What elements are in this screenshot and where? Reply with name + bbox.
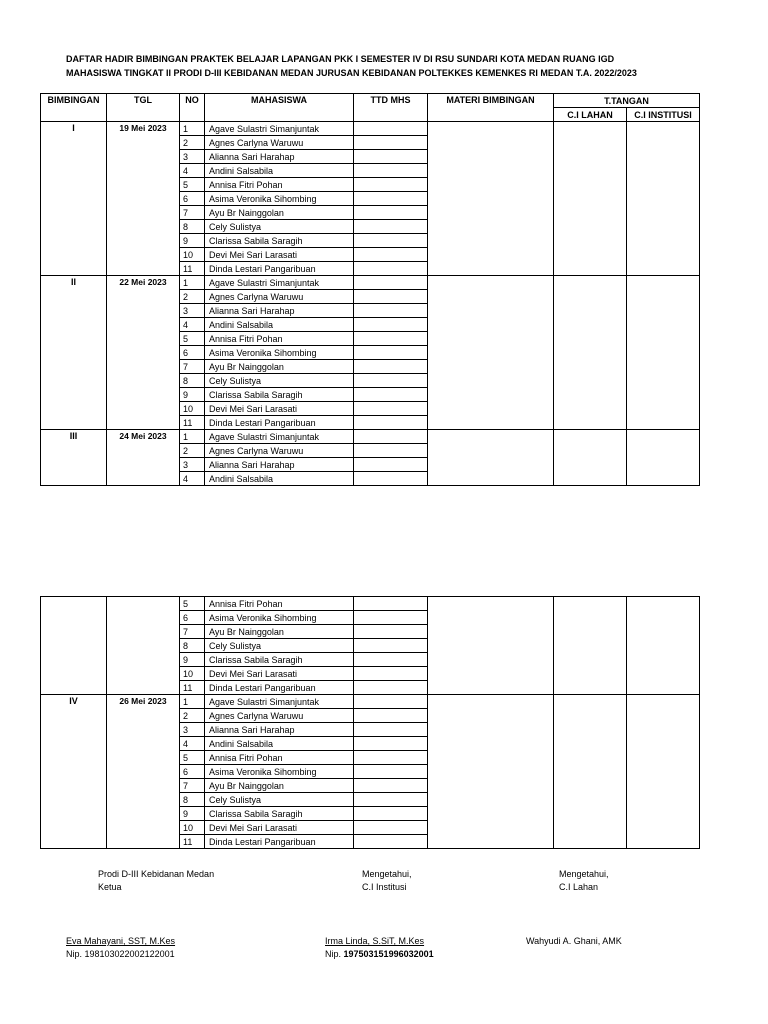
ttd-cell xyxy=(354,835,428,849)
ci-institusi-cell xyxy=(627,695,700,849)
signature-lahan-heading: Mengetahui, C.I Lahan xyxy=(559,869,609,892)
ttd-cell xyxy=(354,136,428,150)
ttd-cell xyxy=(354,709,428,723)
row-number: 4 xyxy=(180,472,205,486)
session-label: IV xyxy=(41,695,107,849)
ttd-cell xyxy=(354,458,428,472)
row-number: 6 xyxy=(180,192,205,206)
ci-institusi-cell xyxy=(627,597,700,695)
student-name: Agave Sulastri Simanjuntak xyxy=(205,695,354,709)
student-name: Devi Mei Sari Larasati xyxy=(205,248,354,262)
student-name: Ayu Br Nainggolan xyxy=(205,625,354,639)
session-label: II xyxy=(41,276,107,430)
ttd-cell xyxy=(354,793,428,807)
row-number: 7 xyxy=(180,360,205,374)
row-number: 2 xyxy=(180,136,205,150)
session-date: 24 Mei 2023 xyxy=(107,430,180,486)
ttd-cell xyxy=(354,192,428,206)
row-number: 9 xyxy=(180,807,205,821)
session-date xyxy=(107,597,180,695)
student-name: Cely Sulistya xyxy=(205,220,354,234)
ttd-cell xyxy=(354,597,428,611)
student-name: Asima Veronika Sihombing xyxy=(205,611,354,625)
session-label: III xyxy=(41,430,107,486)
session-date: 19 Mei 2023 xyxy=(107,122,180,276)
ttd-cell xyxy=(354,681,428,695)
signature-prodi-block xyxy=(66,935,175,961)
student-name: Agave Sulastri Simanjuntak xyxy=(205,430,354,444)
student-name: Andini Salsabila xyxy=(205,318,354,332)
ttd-cell xyxy=(354,360,428,374)
signature-prodi-name: Eva Mahayani, SST, M.Kes xyxy=(66,936,176,946)
ttd-cell xyxy=(354,374,428,388)
student-name: Ayu Br Nainggolan xyxy=(205,779,354,793)
ttd-cell xyxy=(354,821,428,835)
student-name: Andini Salsabila xyxy=(205,472,354,486)
student-name: Clarissa Sabila Saragih xyxy=(205,234,354,248)
student-name: Devi Mei Sari Larasati xyxy=(205,667,354,681)
row-number: 2 xyxy=(180,444,205,458)
student-name: Clarissa Sabila Saragih xyxy=(205,653,354,667)
ttd-cell xyxy=(354,150,428,164)
student-name: Asima Veronika Sihombing xyxy=(205,765,354,779)
ttd-cell xyxy=(354,332,428,346)
signature-institusi-block xyxy=(325,935,434,961)
ttd-cell xyxy=(354,388,428,402)
ttd-cell xyxy=(354,206,428,220)
row-number: 7 xyxy=(180,625,205,639)
student-name: Andini Salsabila xyxy=(205,737,354,751)
student-name: Ayu Br Nainggolan xyxy=(205,360,354,374)
student-name: Agnes Carlyna Waruwu xyxy=(205,709,354,723)
ttd-cell xyxy=(354,122,428,136)
student-name: Agave Sulastri Simanjuntak xyxy=(205,122,354,136)
row-number: 4 xyxy=(180,737,205,751)
ttd-cell xyxy=(354,444,428,458)
ci-institusi-cell xyxy=(627,122,700,276)
student-name: Devi Mei Sari Larasati xyxy=(205,402,354,416)
col-ttangan: T.TANGAN xyxy=(554,94,700,108)
ttd-cell xyxy=(354,402,428,416)
attendance-table-page-2 xyxy=(40,596,700,849)
session-label: I xyxy=(41,122,107,276)
ttd-cell xyxy=(354,625,428,639)
student-name: Dinda Lestari Pangaribuan xyxy=(205,681,354,695)
ci-institusi-cell xyxy=(627,276,700,430)
document-title-line-2: MAHASISWA TINGKAT II PRODI D-III KEBIDANAN MEDAN JURUSAN KEBIDANAN POLTEKKES KEMENKES RI MEDAN T.A. 2022/2023 xyxy=(66,68,637,78)
student-name: Clarissa Sabila Saragih xyxy=(205,388,354,402)
ttd-cell xyxy=(354,234,428,248)
student-name: Alianna Sari Harahap xyxy=(205,304,354,318)
student-name: Alianna Sari Harahap xyxy=(205,150,354,164)
row-number: 8 xyxy=(180,793,205,807)
ttd-cell xyxy=(354,472,428,486)
materi-cell xyxy=(428,122,554,276)
ttd-cell xyxy=(354,737,428,751)
row-number: 5 xyxy=(180,178,205,192)
row-number: 11 xyxy=(180,262,205,276)
materi-cell xyxy=(428,695,554,849)
session-date: 22 Mei 2023 xyxy=(107,276,180,430)
session-date: 26 Mei 2023 xyxy=(107,695,180,849)
ci-lahan-cell xyxy=(554,430,627,486)
ttd-cell xyxy=(354,765,428,779)
signature-prodi-heading: Prodi D-III Kebidanan Medan Ketua xyxy=(98,869,215,892)
col-ci-institusi: C.I INSTITUSI xyxy=(627,108,700,122)
table-row xyxy=(41,430,700,444)
row-number: 10 xyxy=(180,248,205,262)
student-name: Annisa Fitri Pohan xyxy=(205,178,354,192)
table-row xyxy=(41,597,700,611)
student-name: Andini Salsabila xyxy=(205,164,354,178)
row-number: 10 xyxy=(180,667,205,681)
ttd-cell xyxy=(354,220,428,234)
row-number: 11 xyxy=(180,835,205,849)
ci-lahan-cell xyxy=(554,597,627,695)
row-number: 3 xyxy=(180,723,205,737)
row-number: 9 xyxy=(180,653,205,667)
ttd-cell xyxy=(354,262,428,276)
session-label xyxy=(41,597,107,695)
student-name: Asima Veronika Sihombing xyxy=(205,192,354,206)
col-ci-lahan: C.I LAHAN xyxy=(554,108,627,122)
student-name: Cely Sulistya xyxy=(205,793,354,807)
row-number: 7 xyxy=(180,206,205,220)
ci-lahan-cell xyxy=(554,276,627,430)
ttd-cell xyxy=(354,248,428,262)
table-row xyxy=(41,695,700,709)
student-name: Clarissa Sabila Saragih xyxy=(205,807,354,821)
row-number: 6 xyxy=(180,765,205,779)
ttd-cell xyxy=(354,667,428,681)
row-number: 3 xyxy=(180,458,205,472)
student-name: Alianna Sari Harahap xyxy=(205,458,354,472)
document-title-line-1: DAFTAR HADIR BIMBINGAN PRAKTEK BELAJAR LAPANGAN PKK I SEMESTER IV DI RSU SUNDARI KOTA MEDAN RUANG IGD xyxy=(66,54,615,64)
col-bimbingan: BIMBINGAN xyxy=(41,94,107,122)
ttd-cell xyxy=(354,346,428,360)
student-name: Agnes Carlyna Waruwu xyxy=(205,290,354,304)
row-number: 8 xyxy=(180,374,205,388)
row-number: 9 xyxy=(180,388,205,402)
student-name: Dinda Lestari Pangaribuan xyxy=(205,416,354,430)
row-number: 1 xyxy=(180,276,205,290)
row-number: 1 xyxy=(180,122,205,136)
signature-prodi-nip: Nip. 198103022002122001 xyxy=(66,949,175,959)
ttd-cell xyxy=(354,430,428,444)
row-number: 3 xyxy=(180,150,205,164)
student-name: Cely Sulistya xyxy=(205,374,354,388)
ci-lahan-cell xyxy=(554,122,627,276)
student-name: Agnes Carlyna Waruwu xyxy=(205,136,354,150)
row-number: 11 xyxy=(180,416,205,430)
ttd-cell xyxy=(354,751,428,765)
student-name: Agnes Carlyna Waruwu xyxy=(205,444,354,458)
materi-cell xyxy=(428,430,554,486)
row-number: 6 xyxy=(180,346,205,360)
row-number: 2 xyxy=(180,290,205,304)
row-number: 4 xyxy=(180,318,205,332)
row-number: 3 xyxy=(180,304,205,318)
table-row xyxy=(41,122,700,136)
student-name: Annisa Fitri Pohan xyxy=(205,597,354,611)
col-ttd-mhs: TTD MHS xyxy=(354,94,428,122)
row-number: 5 xyxy=(180,332,205,346)
ttd-cell xyxy=(354,318,428,332)
col-mahasiswa: MAHASISWA xyxy=(205,94,354,122)
ttd-cell xyxy=(354,178,428,192)
student-name: Annisa Fitri Pohan xyxy=(205,751,354,765)
col-no: NO xyxy=(180,94,205,122)
ttd-cell xyxy=(354,611,428,625)
student-name: Alianna Sari Harahap xyxy=(205,723,354,737)
ci-institusi-cell xyxy=(627,430,700,486)
row-number: 1 xyxy=(180,430,205,444)
col-materi: MATERI BIMBINGAN xyxy=(428,94,554,122)
signature-institusi-heading: Mengetahui, C.I Institusi xyxy=(362,869,412,892)
row-number: 8 xyxy=(180,639,205,653)
row-number: 5 xyxy=(180,751,205,765)
col-tgl: TGL xyxy=(107,94,180,122)
row-number: 6 xyxy=(180,611,205,625)
ttd-cell xyxy=(354,290,428,304)
student-name: Asima Veronika Sihombing xyxy=(205,346,354,360)
attendance-table-page-1 xyxy=(40,93,700,486)
ttd-cell xyxy=(354,653,428,667)
ttd-cell xyxy=(354,416,428,430)
materi-cell xyxy=(428,597,554,695)
signature-lahan-block xyxy=(526,935,622,948)
row-number: 10 xyxy=(180,402,205,416)
signature-institusi-name: Irma Linda, S.SiT, M.Kes xyxy=(325,936,425,946)
student-name: Dinda Lestari Pangaribuan xyxy=(205,262,354,276)
ci-lahan-cell xyxy=(554,695,627,849)
row-number: 10 xyxy=(180,821,205,835)
row-number: 7 xyxy=(180,779,205,793)
student-name: Agave Sulastri Simanjuntak xyxy=(205,276,354,290)
row-number: 9 xyxy=(180,234,205,248)
signature-lahan-name: Wahyudi A. Ghani, AMK xyxy=(526,936,622,946)
ttd-cell xyxy=(354,164,428,178)
ttd-cell xyxy=(354,723,428,737)
student-name: Cely Sulistya xyxy=(205,639,354,653)
table-row xyxy=(41,276,700,290)
student-name: Devi Mei Sari Larasati xyxy=(205,821,354,835)
row-number: 1 xyxy=(180,695,205,709)
student-name: Ayu Br Nainggolan xyxy=(205,206,354,220)
row-number: 4 xyxy=(180,164,205,178)
row-number: 2 xyxy=(180,709,205,723)
signature-institusi-nip: Nip. 197503151996032001 xyxy=(325,949,434,959)
ttd-cell xyxy=(354,276,428,290)
ttd-cell xyxy=(354,304,428,318)
ttd-cell xyxy=(354,639,428,653)
row-number: 5 xyxy=(180,597,205,611)
ttd-cell xyxy=(354,779,428,793)
student-name: Dinda Lestari Pangaribuan xyxy=(205,835,354,849)
materi-cell xyxy=(428,276,554,430)
row-number: 8 xyxy=(180,220,205,234)
ttd-cell xyxy=(354,695,428,709)
ttd-cell xyxy=(354,807,428,821)
row-number: 11 xyxy=(180,681,205,695)
student-name: Annisa Fitri Pohan xyxy=(205,332,354,346)
